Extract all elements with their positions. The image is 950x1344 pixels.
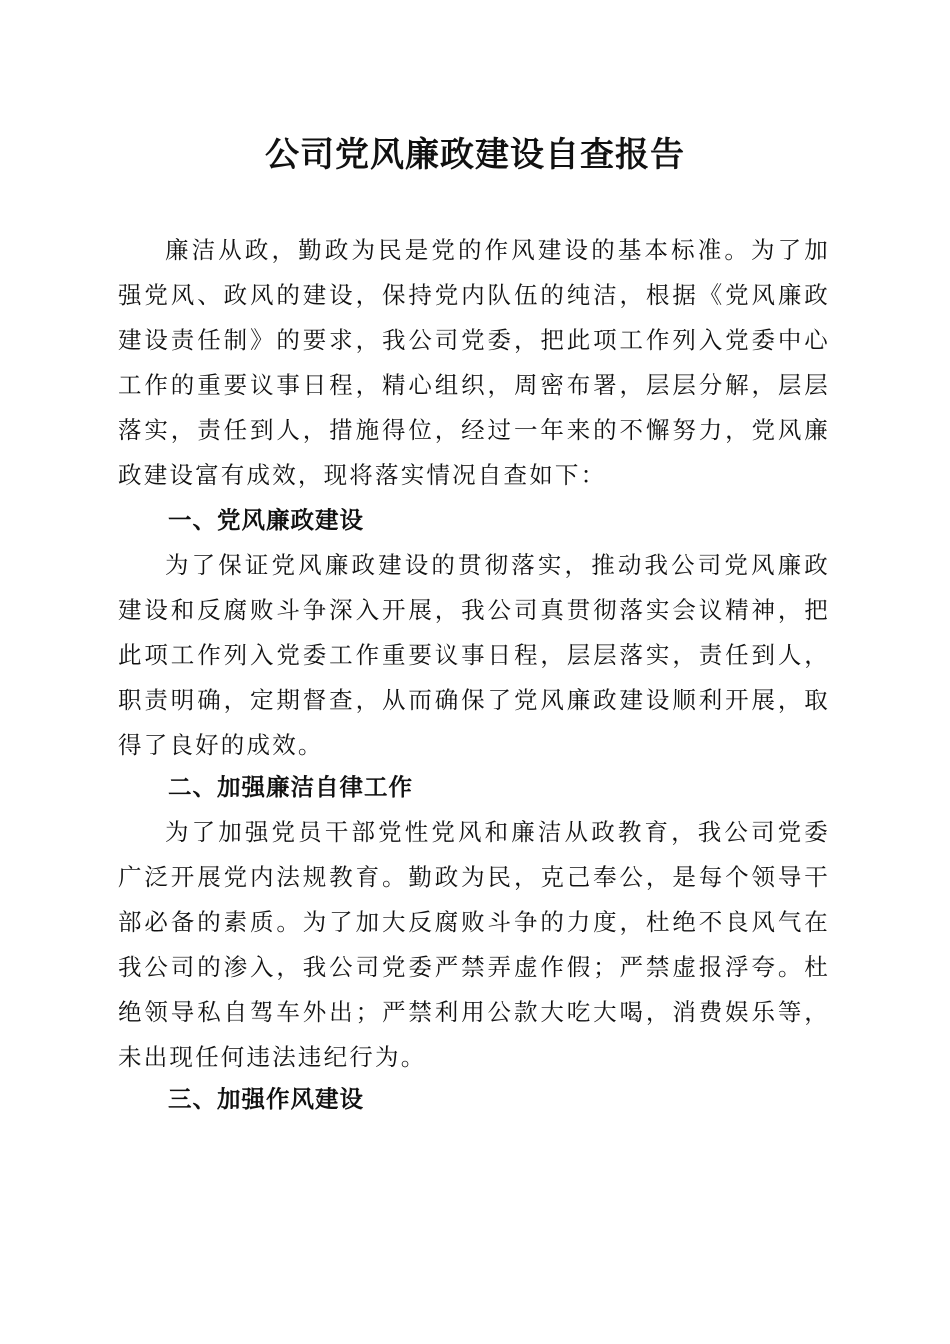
- section-heading-2: 二、加强廉洁自律工作: [168, 773, 413, 801]
- section-heading-1: 一、党风廉政建设: [168, 506, 364, 534]
- section-1-paragraph: 为了保证党风廉政建设的贯彻落实，推动我公司党风廉政建设和反腐败斗争深入开展，我公司真贯彻落实会议精神，把此项工作列入党委工作重要议事日程，层层落实，责任到人，职责明确，定期督查，从而确保了党风廉政建设顺利开展，取得了良好的成效。: [118, 551, 830, 759]
- document-title: 公司党风廉政建设自查报告: [265, 135, 685, 175]
- section-2-paragraph: 为了加强党员干部党性党风和廉洁从政教育，我公司党委广泛开展党内法规教育。勤政为民，克己奉公，是每个领导干部必备的素质。为了加大反腐败斗争的力度，杜绝不良风气在我公司的渗入，我公司党委严禁弄虚作假；严禁虚报浮夸。杜绝领导私自驾车外出；严禁利用公款大吃大喝，消费娱乐等，未出现任何违法违纪行为。: [118, 818, 830, 1071]
- intro-paragraph: 廉洁从政，勤政为民是党的作风建设的基本标准。为了加强党风、政风的建设，保持党内队伍的纯洁，根据《党风廉政建设责任制》的要求，我公司党委，把此项工作列入党委中心工作的重要议事日程，精心组织，周密布署，层层分解，层层落实，责任到人，措施得位，经过一年来的不懈努力，党风廉政建设富有成效，现将落实情况自查如下：: [118, 236, 830, 489]
- section-heading-3: 三、加强作风建设: [168, 1085, 364, 1113]
